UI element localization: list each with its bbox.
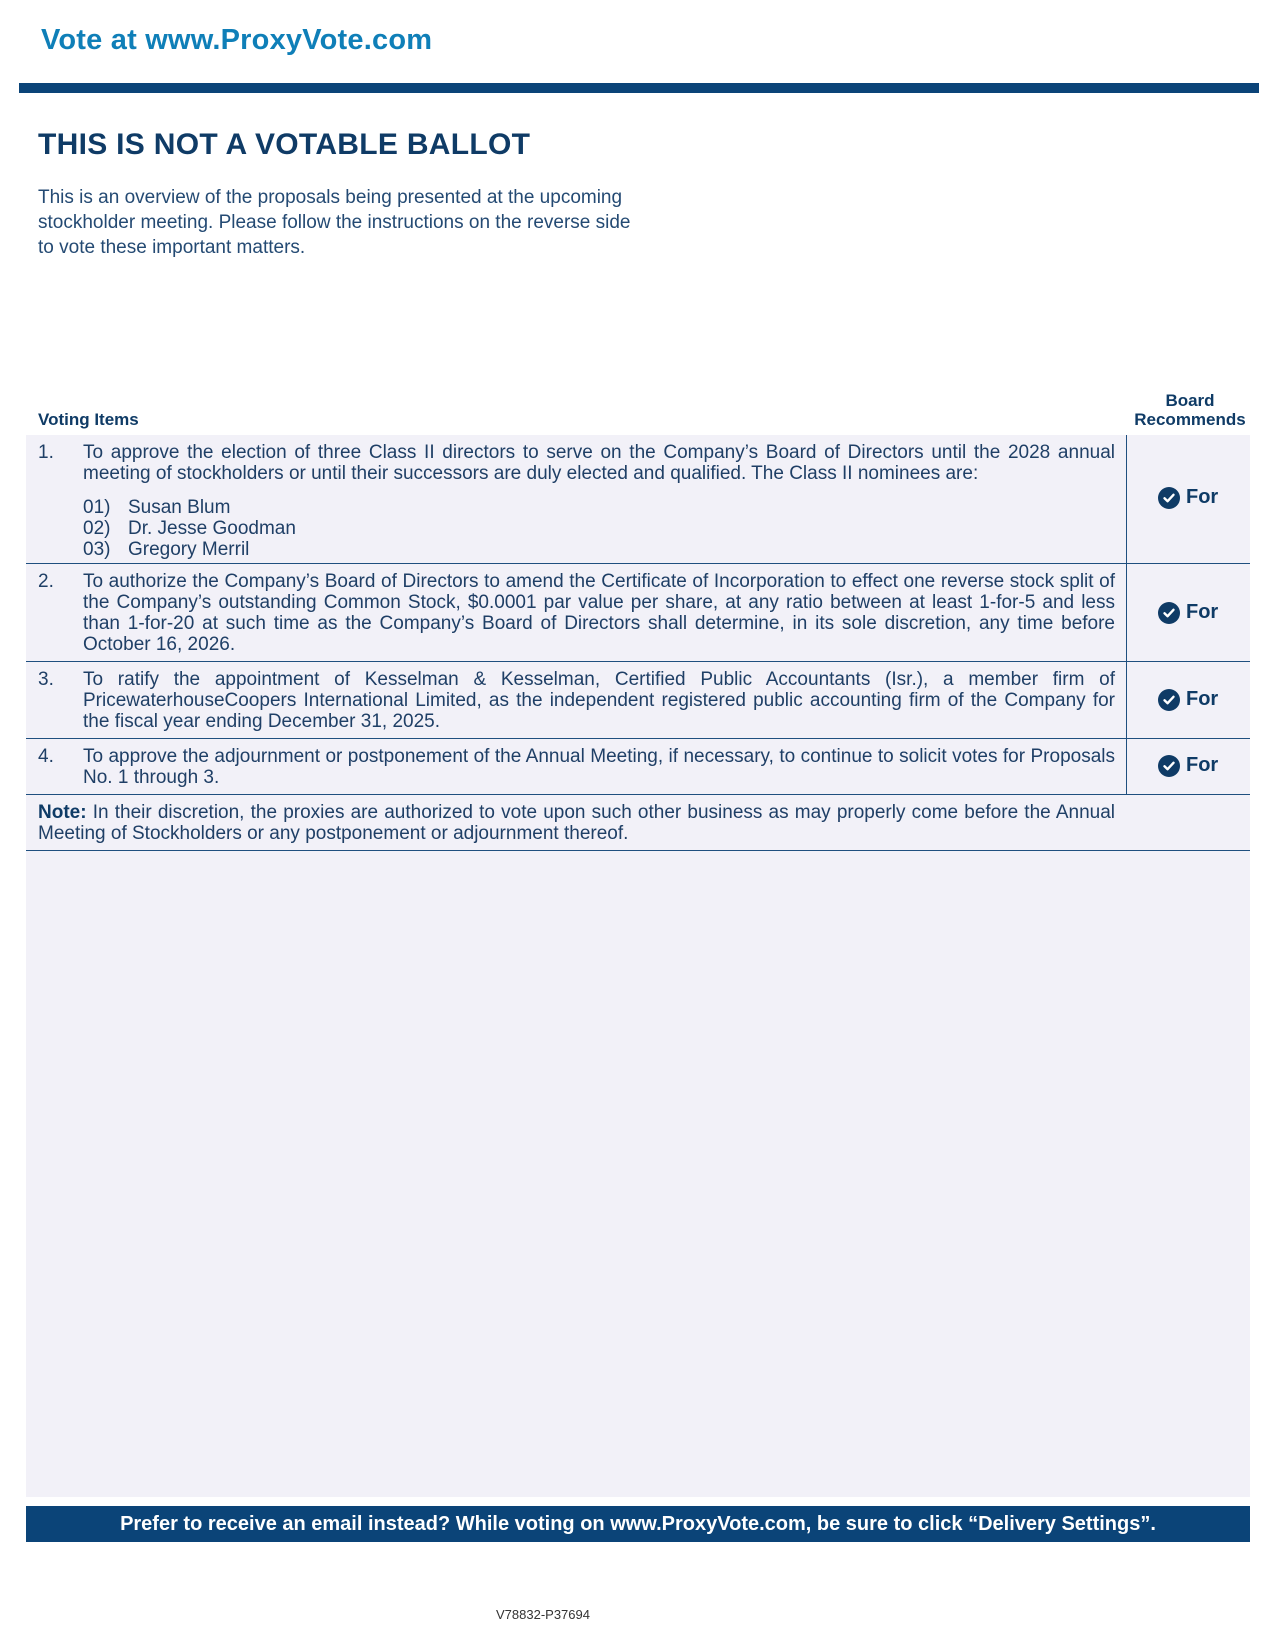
nominee (83, 518, 296, 539)
check-circle-icon (1158, 755, 1180, 777)
board-recommends-header (1128, 391, 1252, 429)
nominee-number: 01) (83, 497, 111, 518)
item-number: 3. (38, 669, 54, 690)
voting-items-header: Voting Items (38, 410, 139, 429)
voting-item-row (26, 564, 1250, 662)
delivery-settings-banner (26, 1506, 1250, 1542)
item-number: 1. (38, 442, 54, 463)
check-circle-icon (1158, 689, 1180, 711)
note-row (26, 795, 1250, 851)
header-title: Vote at www.ProxyVote.com (41, 24, 433, 56)
item-text: To approve the adjournment or postponement of the Annual Meeting, if necessary, to continue to solicit votes for Proposals No. 1 through 3. (83, 746, 1115, 788)
item-number: 2. (38, 571, 54, 592)
item-text: To approve the election of three Class II directors to serve on the Company’s Board of Directors until the 2028 annual meeting of stockholders or until their successors are duly elected and qualified. The Class II nominees are: (83, 442, 1115, 484)
note (38, 802, 1115, 844)
nominee-name: Dr. Jesse Goodman (128, 518, 296, 539)
recommendation (1158, 754, 1218, 777)
document-code: V78832-P37694 (496, 1607, 590, 1622)
nominee-list (83, 497, 296, 560)
board-recommends-label: Board Recommends (1134, 391, 1246, 429)
voting-item-row (26, 662, 1250, 739)
recommendation (1158, 601, 1218, 624)
recommendation-label: For (1186, 601, 1219, 623)
banner-text: Prefer to receive an email instead? While voting on www.ProxyVote.com, be sure to click “Delivery Settings”. (120, 1512, 1156, 1535)
check-circle-icon (1158, 487, 1180, 509)
nominee-name: Susan Blum (128, 497, 231, 518)
nominee-number: 03) (83, 539, 111, 560)
nominee-number: 02) (83, 518, 111, 539)
note-label: Note: (38, 802, 87, 823)
item-text: To authorize the Company’s Board of Directors to amend the Certificate of Incorporation to effect one reverse stock split of the Company’s outstanding Common Stock, $0.0001 par value per share, at any ratio between at least 1-for-5 and less than 1-for-20 at such time as the Company’s Board of Directors shall determine, in its sole discretion, any time before October 16, 2026. (83, 571, 1115, 655)
recommendation (1158, 688, 1218, 711)
nominee-name: Gregory Merril (128, 539, 250, 560)
recommendation-label: For (1186, 486, 1219, 508)
recommendation-label: For (1186, 688, 1219, 710)
voting-item-row (26, 739, 1250, 795)
nominee (83, 497, 296, 518)
voting-item-row (26, 435, 1250, 564)
note-text: In their discretion, the proxies are authorized to vote upon such other business as may properly come before the Annual Meeting of Stockholders or any postponement or adjournment thereof. (38, 802, 1115, 844)
item-number: 4. (38, 746, 54, 767)
intro-paragraph: This is an overview of the proposals being presented at the upcoming stockholder meeting. Please follow the instructions on the reverse side to vote these important matters. (38, 187, 631, 258)
header-rule (19, 83, 1259, 93)
recommendation-label: For (1186, 754, 1219, 776)
nominee (83, 539, 296, 560)
item-text: To ratify the appointment of Kesselman & Kesselman, Certified Public Accountants (Isr.), a member firm of PricewaterhouseCoopers International Limited, as the independent registered public accounting firm of the Company for the fiscal year ending December 31, 2025. (83, 669, 1115, 732)
page-title: THIS IS NOT A VOTABLE BALLOT (38, 128, 531, 161)
check-circle-icon (1158, 602, 1180, 624)
recommendation (1158, 486, 1218, 509)
